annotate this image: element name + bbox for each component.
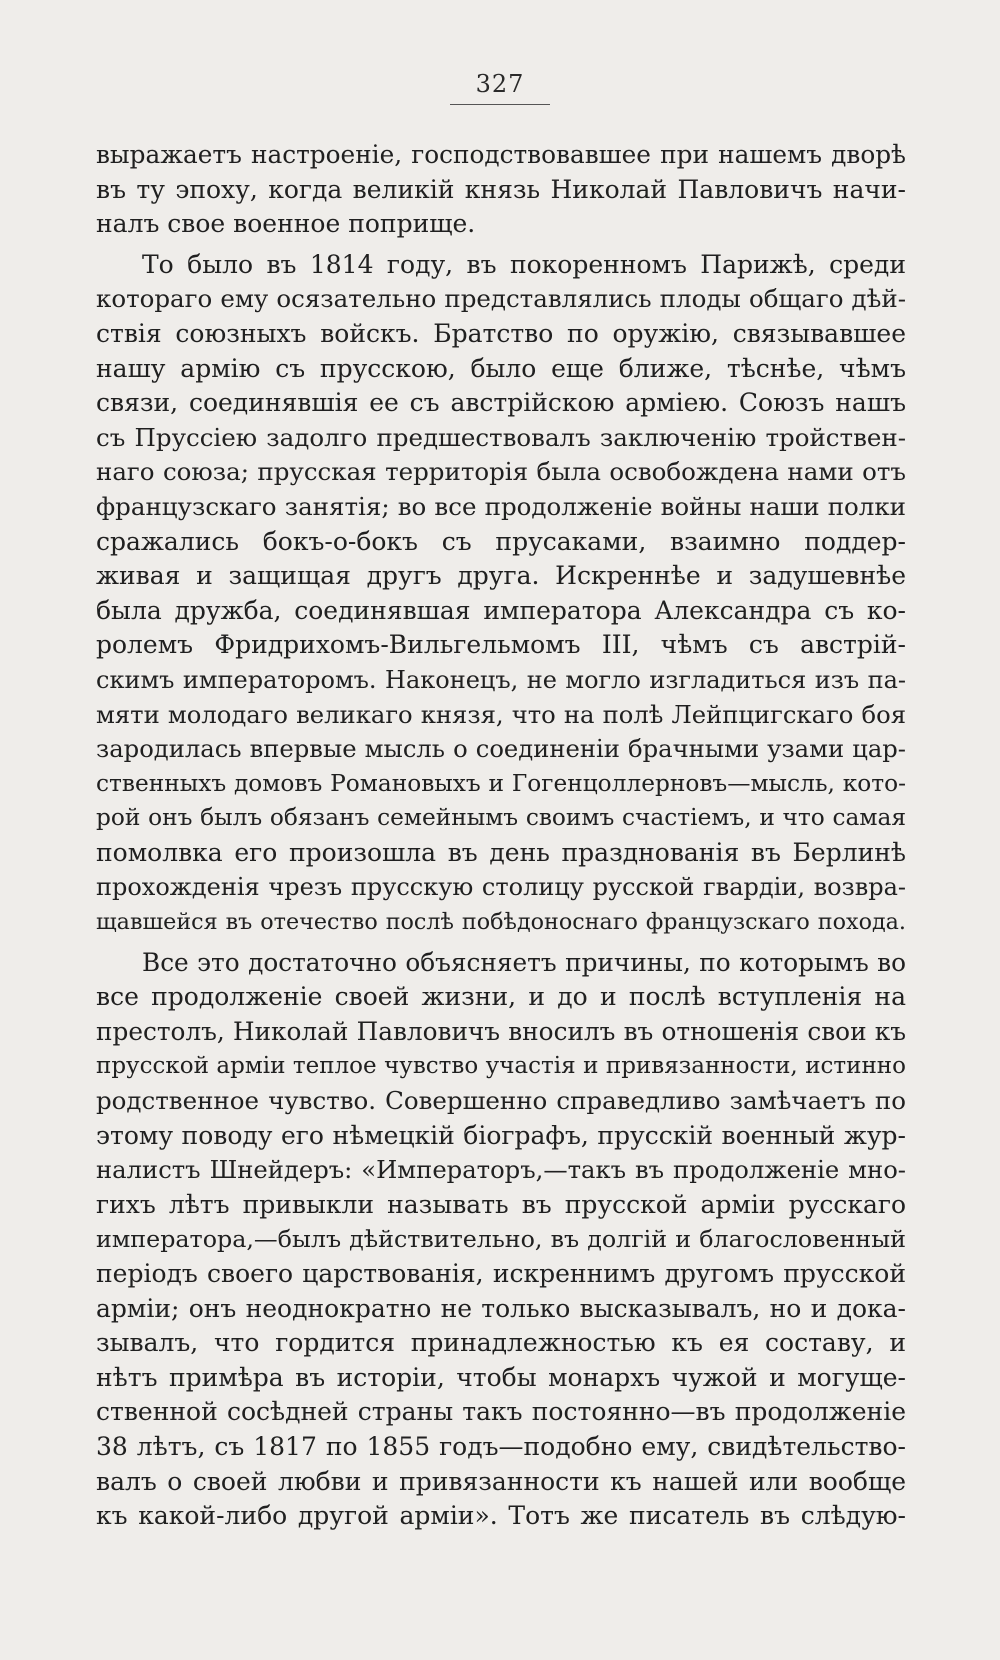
text-line: ствія союзныхъ войскъ. Братство по оружію, связывавшее bbox=[96, 318, 906, 348]
text-line: налъ свое военное поприще. bbox=[96, 209, 476, 239]
text-line: французскаго занятія; во все продолженіе войны наши полки bbox=[96, 491, 906, 521]
text-line: періодъ своего царствованія, искреннимъ другомъ прусской bbox=[96, 1259, 906, 1288]
paragraph bbox=[96, 248, 906, 940]
text-line: родственное чувство. Совершенно справедливо замѣчаетъ по bbox=[96, 1086, 906, 1116]
text-line: щавшейся въ отечество послѣ побѣдоноснаго французскаго похода. bbox=[96, 909, 906, 936]
text-line: живая и защищая другъ друга. Искреннѣе и задушевнѣе bbox=[96, 561, 906, 591]
text-line: нѣтъ примѣра въ исторіи, чтобы монархъ чужой и могуще- bbox=[96, 1362, 906, 1392]
text-line: арміи; онъ неоднократно не только высказывалъ, но и дока- bbox=[96, 1293, 906, 1323]
text-line: была дружба, соединявшая императора Александра съ ко- bbox=[96, 595, 906, 625]
text-line: гихъ лѣтъ привыкли называть въ прусской арміи русскаго bbox=[96, 1189, 906, 1219]
page-number-rule bbox=[450, 104, 550, 105]
text-line: Все это достаточно объясняетъ причины, по которымъ во bbox=[142, 947, 906, 977]
text-line: прусской арміи теплое чувство участія и привязанности, истинно bbox=[96, 1053, 906, 1080]
text-line: въ ту эпоху, когда великій князь Николай Павловичъ начи- bbox=[96, 174, 906, 204]
text-line: скимъ императоромъ. Наконецъ, не могло изгладиться изъ па- bbox=[96, 665, 906, 694]
text-line: сражались бокъ-о-бокъ съ прусаками, взаимно поддер- bbox=[96, 526, 906, 556]
paragraph bbox=[96, 946, 906, 1534]
text-line: нашу армію съ прусскою, было еще ближе, тѣснѣе, чѣмъ bbox=[96, 353, 906, 383]
text-line: валъ о своей любви и привязанности къ нашей или вообще bbox=[96, 1466, 906, 1496]
text-line: помолвка его произошла въ день празднованія въ Берлинѣ bbox=[96, 837, 906, 867]
text-line: наго союза; прусская территорія была освобождена нами отъ bbox=[96, 457, 906, 487]
text-line: котораго ему осязательно представлялись плоды общаго дѣй- bbox=[96, 284, 906, 314]
text-line: зародилась впервые мысль о соединеніи брачными узами цар- bbox=[96, 734, 906, 764]
text-line: выражаетъ настроеніе, господствовавшее при нашемъ дворѣ bbox=[96, 140, 906, 169]
text-line: налистъ Шнейдеръ: «Императоръ,—такъ въ продолженіе мно- bbox=[96, 1155, 906, 1185]
text-line: престолъ, Николай Павловичъ вносилъ въ отношенія свои къ bbox=[96, 1016, 906, 1046]
text-line: императора,—былъ дѣйствительно, въ долгій и благословенный bbox=[96, 1225, 906, 1254]
text-line: прохожденія чрезъ прусскую столицу русской гвардіи, возвра- bbox=[96, 873, 906, 902]
text-line: зывалъ, что гордится принадлежностью къ ея составу, и bbox=[96, 1328, 906, 1358]
text-line: все продолженіе своей жизни, и до и послѣ вступленія на bbox=[96, 982, 906, 1012]
text-line: ролемъ Фридрихомъ-Вильгельмомъ III, чѣмъ съ австрій- bbox=[96, 630, 906, 660]
paragraph bbox=[96, 138, 906, 242]
body-text bbox=[96, 138, 906, 1534]
page-number: 327 bbox=[475, 70, 525, 98]
text-line: ственныхъ домовъ Романовыхъ и Гогенцоллерновъ—мысль, кото- bbox=[96, 769, 906, 797]
text-line: мяти молодаго великаго князя, что на полѣ Лейпцигскаго боя bbox=[96, 699, 906, 729]
text-line: То было въ 1814 году, въ покоренномъ Парижѣ, среди bbox=[142, 249, 906, 279]
text-line: этому поводу его нѣмецкій біографъ, прусскій военный жур- bbox=[96, 1120, 906, 1150]
text-line: связи, соединявшія ее съ австрійскою арміею. Союзъ нашъ bbox=[96, 388, 906, 418]
text-line: 38 лѣтъ, съ 1817 по 1855 годъ—подобно ему, свидѣтельство- bbox=[96, 1431, 906, 1461]
text-line: ственной сосѣдней страны такъ постоянно—въ продолженіе bbox=[96, 1397, 906, 1427]
text-line: рой онъ былъ обязанъ семейнымъ своимъ счастіемъ, и что самая bbox=[96, 804, 906, 832]
text-line: къ какой-либо другой арміи». Тотъ же писатель въ слѣдую- bbox=[96, 1501, 906, 1531]
text-line: съ Пруссіею задолго предшествовалъ заключенію тройствен- bbox=[96, 422, 906, 452]
